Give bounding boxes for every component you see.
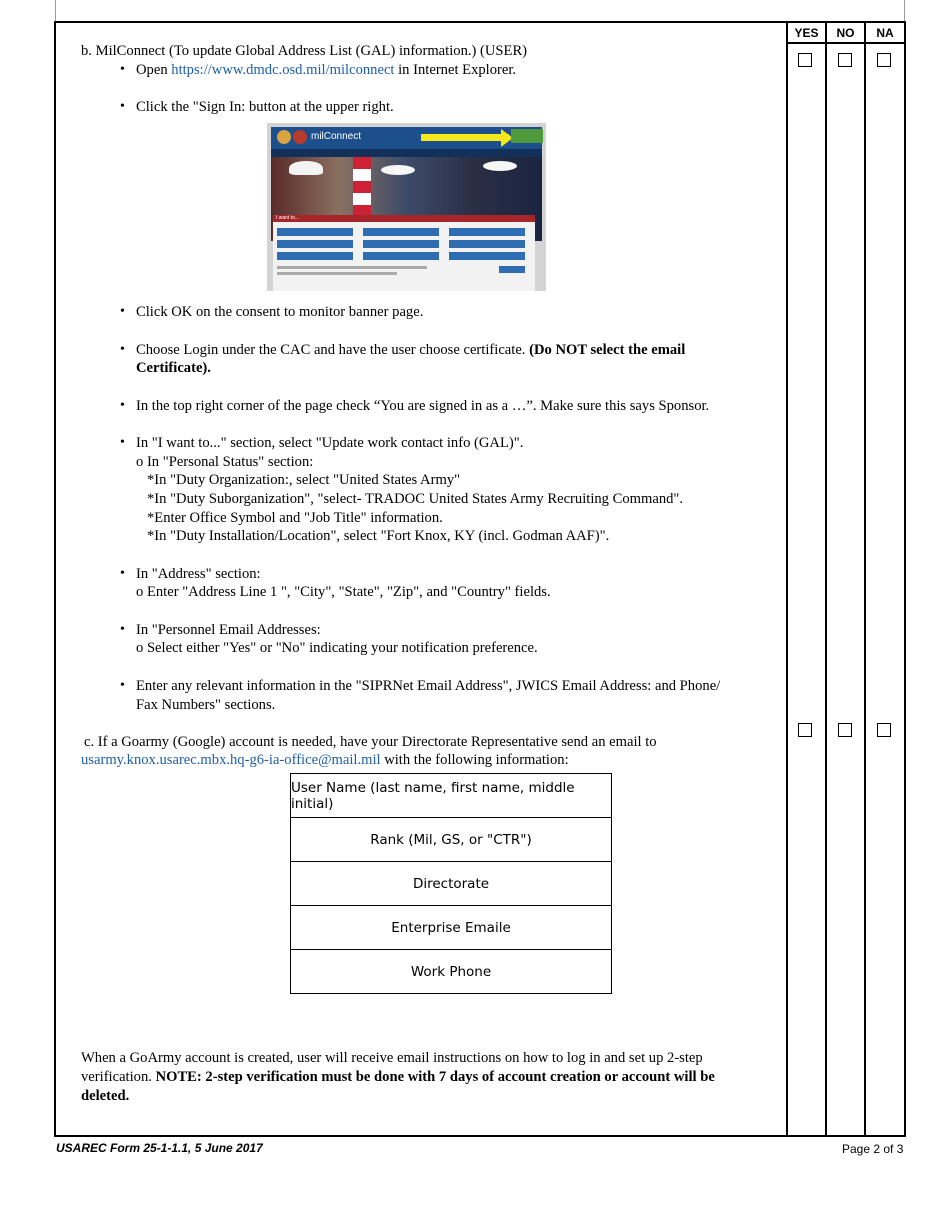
panel-button (363, 240, 439, 248)
bullet-personnel-email: • (120, 622, 125, 637)
table-row: Work Phone (410, 963, 492, 980)
milconnect-link[interactable]: https://www.dmdc.osd.mil/milconnect (171, 62, 395, 78)
instruction-login: Choose Login under the CAC and have the user choose certificate. (Do NOT select the email (136, 342, 686, 358)
panel-button (449, 240, 525, 248)
screenshot-panel (273, 215, 535, 291)
instruction-login-cont: Certificate). (136, 360, 211, 376)
bullet-iwant: • (120, 435, 125, 450)
screenshot-nav (271, 149, 542, 157)
panel-button (449, 252, 525, 260)
frame-bottom (54, 1135, 906, 1137)
instruction-personnel-email: In "Personnel Email Addresses: (136, 622, 321, 638)
instruction-personnel-email-sub: o Select either "Yes" or "No" indicating your notification preference. (136, 640, 538, 656)
column-divider-na (864, 21, 866, 1137)
no-checkbox-b[interactable] (838, 53, 852, 67)
yes-checkbox-c[interactable] (798, 723, 812, 737)
table-row: User Name (last name, first name, middle initial) (291, 774, 611, 818)
header-yes: YES (794, 26, 819, 40)
frame-right (904, 21, 906, 1137)
instruction-duty-org: *In "Duty Organization:, select "United States Army" (147, 472, 461, 488)
instruction-open: Open https://www.dmdc.osd.mil/milconnect in Internet Explorer. (136, 62, 517, 78)
arrow-shaft (421, 134, 509, 141)
cap-3 (483, 161, 517, 171)
panel-button (363, 252, 439, 260)
top-margin-line-left (55, 0, 56, 22)
panel-button (277, 228, 353, 236)
yes-checkbox-b[interactable] (798, 53, 812, 67)
bullet-signin: • (120, 99, 125, 114)
no-checkbox-c[interactable] (838, 723, 852, 737)
frame-left (54, 21, 56, 1137)
panel-button (277, 252, 353, 260)
table-row: Enterprise Emaile (291, 906, 611, 950)
table-row: Rank (Mil, GS, or "CTR") (291, 818, 611, 862)
instruction-ok: Click OK on the consent to monitor banner page. (136, 304, 424, 320)
header-underline (786, 42, 906, 44)
header-no: NO (836, 26, 855, 40)
panel-text-line (277, 266, 427, 269)
instruction-duty-suborg: *In "Duty Suborganization", "select- TRADOC United States Army Recruiting Command". (147, 491, 684, 507)
section-c-line1: c. If a Goarmy (Google) account is needed, have your Directorate Representative send an email to (84, 734, 657, 750)
panel-button (277, 240, 353, 248)
table-row: Directorate (291, 862, 611, 906)
frame-top (54, 21, 906, 23)
column-divider-no (825, 21, 827, 1137)
bullet-open: • (120, 62, 125, 77)
instruction-office-symbol: *Enter Office Symbol and "Job Title" information. (147, 510, 443, 526)
instruction-iwant: In "I want to..." section, select "Update work contact info (GAL)". (136, 435, 524, 451)
instruction-address-sub: o Enter "Address Line 1 ", "City", "State", "Zip", and "Country" fields. (136, 584, 551, 600)
panel-button-small (499, 266, 525, 273)
na-checkbox-c[interactable] (877, 723, 891, 737)
form-number: USAREC Form 25-1-1.1, 5 June 2017 (56, 1141, 263, 1155)
milconnect-screenshot (267, 123, 546, 291)
note-line3: deleted. (81, 1088, 130, 1104)
instruction-duty-install: *In "Duty Installation/Location", select "Fort Knox, KY (incl. Godman AAF)". (147, 528, 610, 544)
instruction-enter-info-cont: Fax Numbers" sections. (136, 697, 276, 713)
screenshot-panel-title: I want to... (276, 215, 300, 221)
flag-stripes (353, 157, 371, 217)
seal-icon-2 (293, 130, 307, 144)
panel-button (363, 228, 439, 236)
instruction-enter-info: Enter any relevant information in the "SIPRNet Email Address", JWICS Email Address: and Phone/ (136, 678, 721, 694)
top-margin-line-right (904, 0, 905, 22)
panel-button (449, 228, 525, 236)
office-email-link[interactable]: usarmy.knox.usarec.mbx.hq-g6-ia-office@mail.mil (81, 752, 381, 768)
panel-text-line (277, 272, 397, 275)
note-line1: When a GoArmy account is created, user will receive email instructions on how to log in and set up 2-step (81, 1050, 703, 1066)
na-checkbox-b[interactable] (877, 53, 891, 67)
column-divider-yes (786, 21, 788, 1137)
cap-2 (381, 165, 415, 175)
signin-button-image (511, 129, 543, 143)
instruction-signin: Click the "Sign In: button at the upper right. (136, 99, 394, 115)
screenshot-brand: milConnect (311, 131, 362, 142)
section-c-line2: usarmy.knox.usarec.mbx.hq-g6-ia-office@mail.mil with the following information: (81, 752, 569, 768)
instruction-personal-status: o In "Personal Status" section: (136, 454, 314, 470)
header-na: NA (876, 26, 894, 40)
section-b-title: b. MilConnect (To update Global Address List (GAL) information.) (USER) (81, 43, 528, 59)
seal-icon (277, 130, 291, 144)
instruction-topright: In the top right corner of the page check “You are signed in as a …”. Make sure this says Sponsor. (136, 398, 710, 414)
bullet-topright: • (120, 398, 125, 413)
screenshot-header-bar (271, 127, 542, 149)
bullet-address: • (120, 566, 125, 581)
bullet-login: • (120, 342, 125, 357)
required-info-table (290, 773, 612, 994)
note-line2: verification. NOTE: 2-step verification must be done with 7 days of account creation or account will be (81, 1069, 715, 1085)
bullet-ok: • (120, 304, 125, 319)
instruction-address: In "Address" section: (136, 566, 261, 582)
page-number: Page 2 of 3 (842, 1142, 904, 1156)
cap-1 (289, 161, 323, 175)
bullet-enter-info: • (120, 678, 125, 693)
